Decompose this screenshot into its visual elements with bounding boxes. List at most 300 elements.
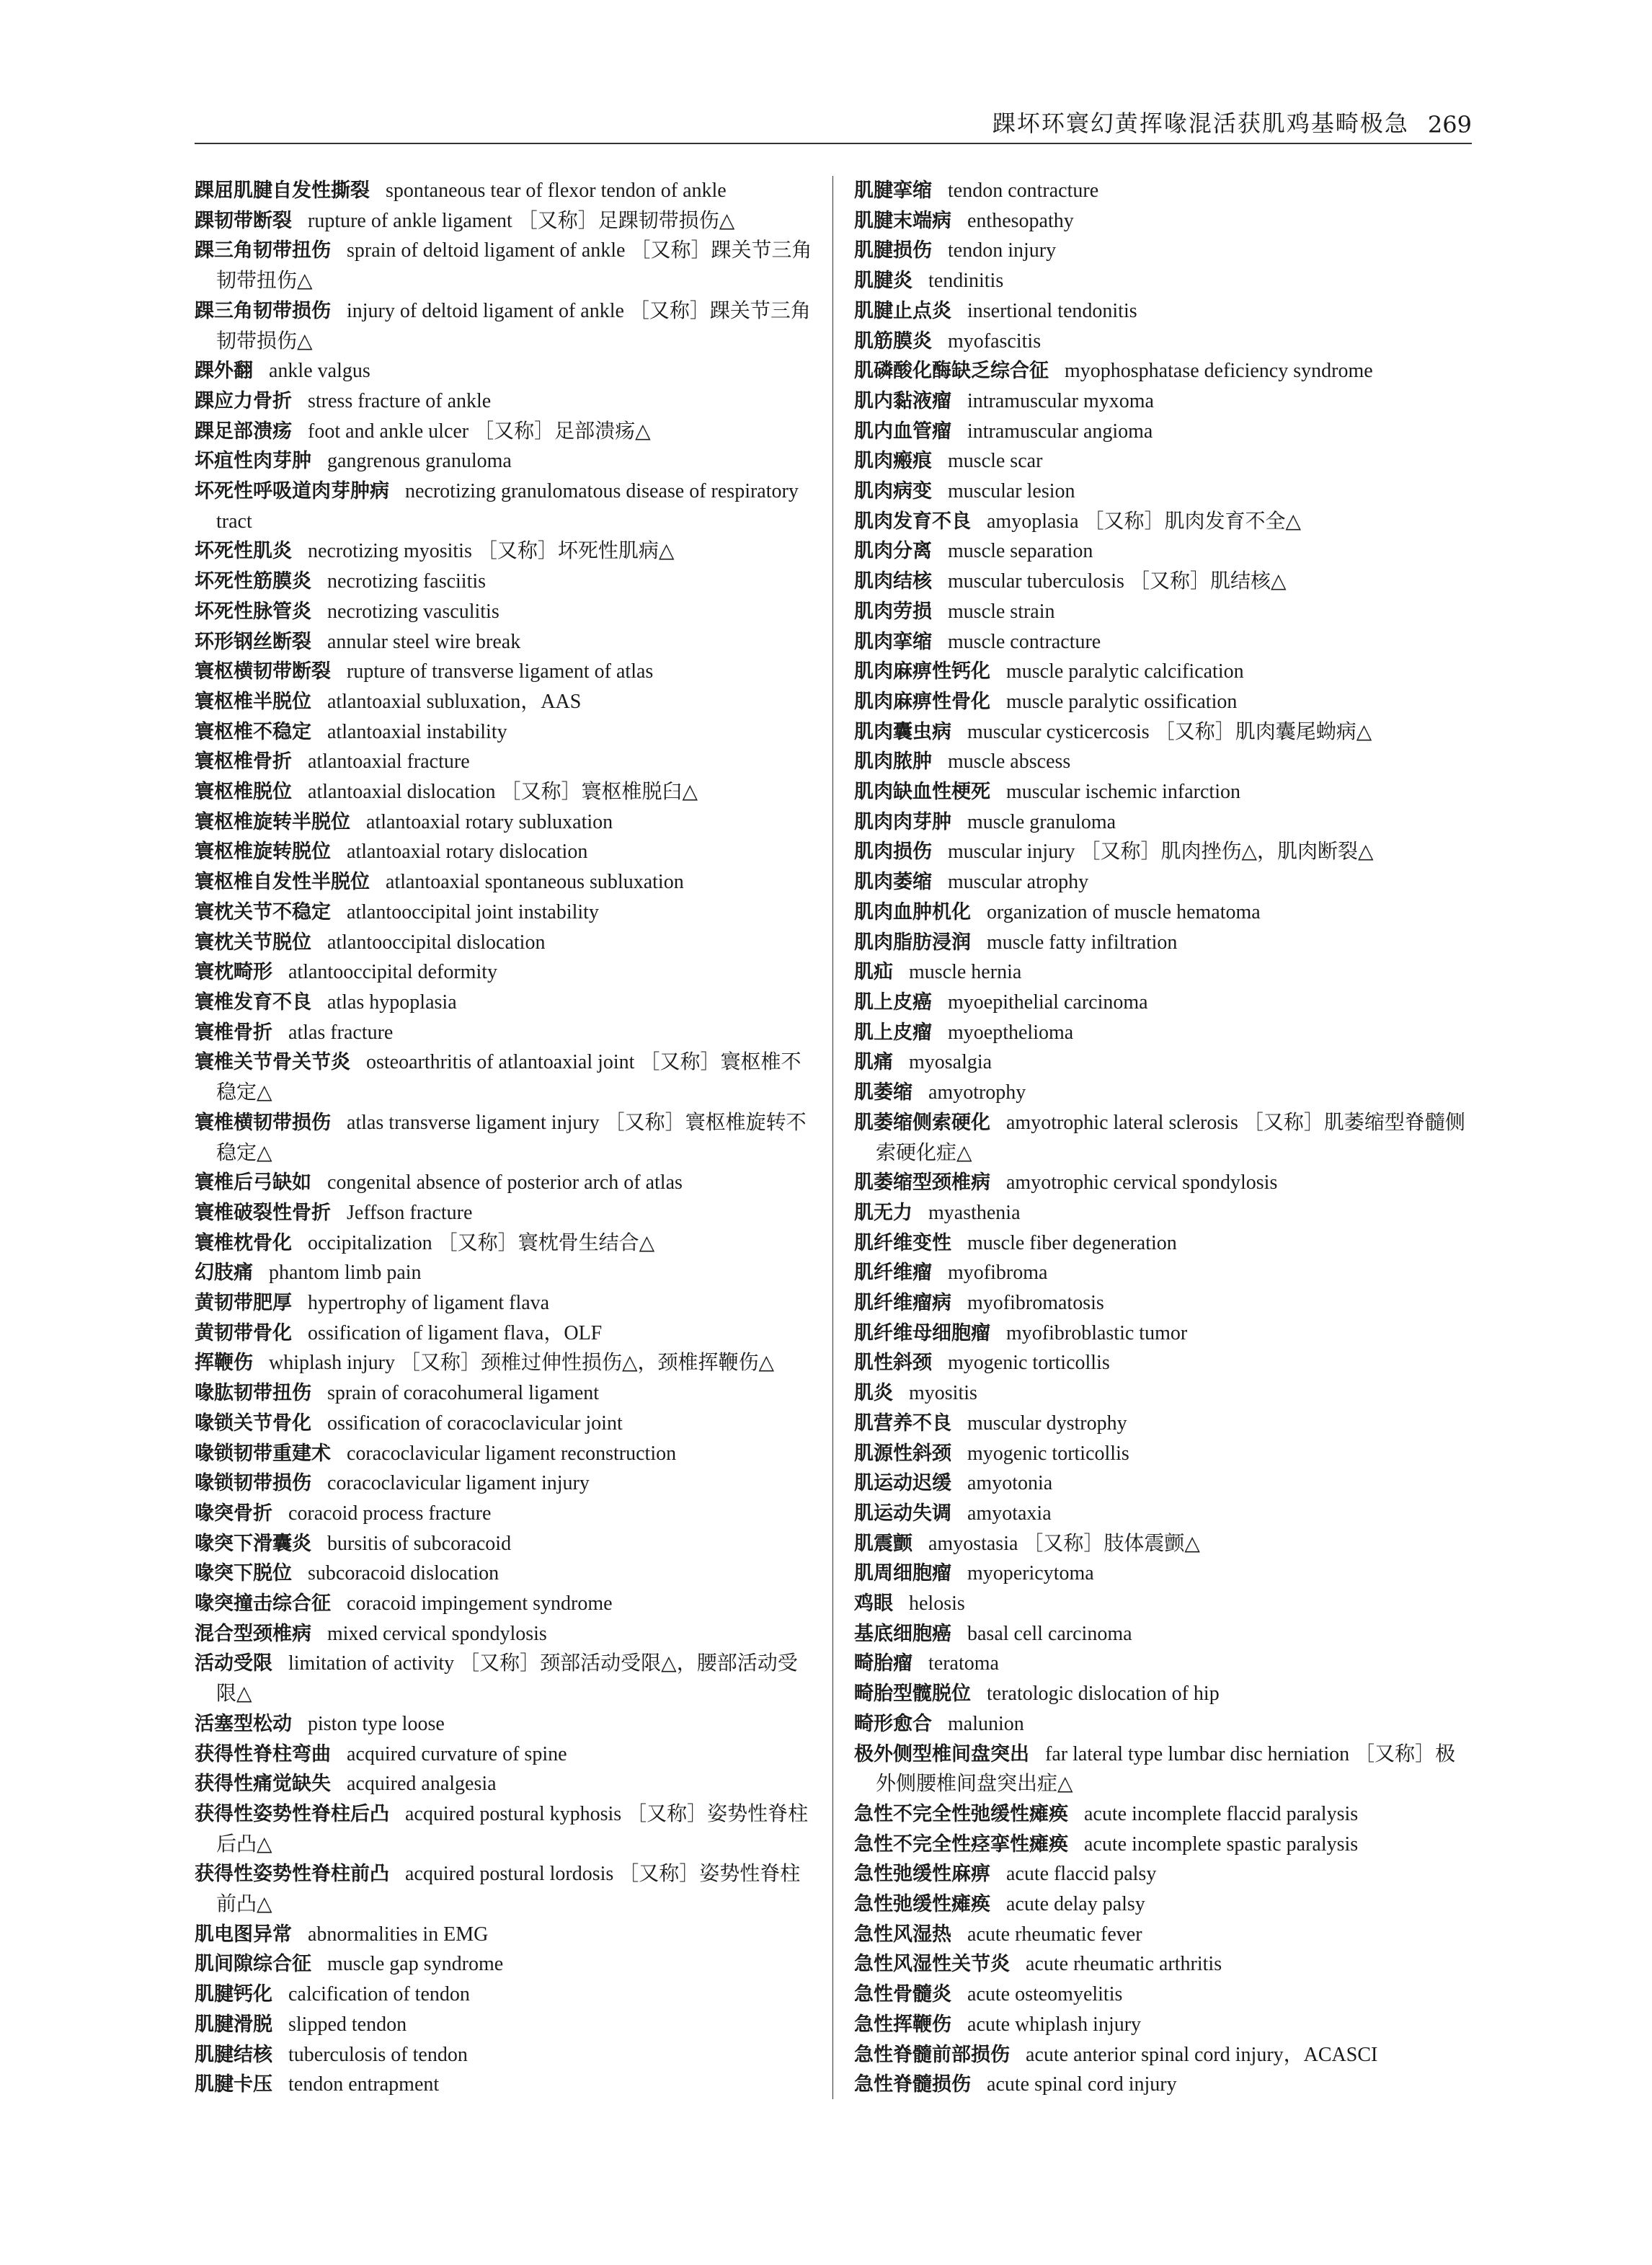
term-chinese: 肌腱止点炎 bbox=[854, 299, 951, 322]
term-english: atlantooccipital joint instability bbox=[347, 900, 599, 923]
glossary-entry bbox=[195, 1529, 814, 1559]
term-english: Jeffson fracture bbox=[347, 1201, 473, 1224]
term-english: sprain of deltoid ligament of ankle ［又称］踝关节三角韧带扭伤△ bbox=[216, 239, 812, 293]
glossary-entry bbox=[854, 1168, 1474, 1198]
term-english: coracoclavicular ligament reconstruction bbox=[347, 1442, 677, 1465]
term-english: muscle paralytic ossification bbox=[1006, 690, 1238, 713]
term-english: myoepithelial carcinoma bbox=[948, 990, 1148, 1014]
glossary-entry bbox=[195, 417, 814, 447]
glossary-entry bbox=[195, 386, 814, 417]
term-chinese: 肌肉挛缩 bbox=[854, 630, 932, 653]
glossary-entry bbox=[195, 1949, 814, 1980]
term-chinese: 踝三角韧带损伤 bbox=[195, 299, 331, 322]
term-english: muscular ischemic infarction bbox=[1006, 781, 1240, 804]
term-chinese: 肌腱滑脱 bbox=[195, 2013, 272, 2036]
term-english: tendon contracture bbox=[948, 179, 1099, 202]
glossary-entry bbox=[854, 1889, 1474, 1920]
term-english: atlantoaxial rotary subluxation bbox=[366, 810, 613, 833]
term-chinese: 肌纤维变性 bbox=[854, 1231, 951, 1254]
glossary-entry bbox=[854, 597, 1474, 627]
term-chinese: 寰椎枕骨化 bbox=[195, 1231, 292, 1254]
glossary-entry bbox=[854, 296, 1474, 327]
term-english: muscle gap syndrome bbox=[327, 1953, 504, 1976]
term-english: muscle hernia bbox=[909, 961, 1022, 984]
term-english: amyotrophic lateral sclerosis ［又称］肌萎缩型脊髓侧索硬化症△ bbox=[876, 1111, 1465, 1164]
term-english: atlantooccipital deformity bbox=[288, 961, 498, 984]
term-english: muscle contracture bbox=[948, 630, 1101, 653]
term-english: muscle scar bbox=[948, 450, 1043, 473]
term-chinese: 坏死性脉管炎 bbox=[195, 600, 311, 623]
left-column bbox=[195, 176, 814, 2100]
term-chinese: 肌源性斜颈 bbox=[854, 1442, 951, 1465]
term-english: hypertrophy of ligament flava bbox=[308, 1292, 550, 1315]
term-chinese: 肌性斜颈 bbox=[854, 1352, 932, 1375]
term-chinese: 急性风湿热 bbox=[854, 1923, 951, 1946]
term-english: acquired curvature of spine bbox=[347, 1742, 567, 1765]
glossary-entry bbox=[195, 477, 814, 536]
term-chinese: 肌无力 bbox=[854, 1201, 912, 1224]
term-english: ankle valgus bbox=[269, 360, 370, 383]
term-english: amyotrophic cervical spondylosis bbox=[1006, 1171, 1278, 1194]
term-chinese: 肌肉病变 bbox=[854, 480, 932, 503]
glossary-entry bbox=[854, 507, 1474, 537]
term-english: gangrenous granuloma bbox=[327, 450, 512, 473]
glossary-entry bbox=[195, 1709, 814, 1739]
glossary-entry bbox=[195, 296, 814, 356]
term-english: acute flaccid palsy bbox=[1006, 1863, 1157, 1886]
term-chinese: 肌炎 bbox=[854, 1382, 893, 1405]
term-english: stress fracture of ankle bbox=[308, 389, 492, 412]
glossary-entry bbox=[195, 988, 814, 1018]
glossary-entry bbox=[195, 1980, 814, 2010]
term-english: muscle fiber degeneration bbox=[967, 1231, 1177, 1254]
glossary-entry bbox=[854, 837, 1474, 867]
glossary-entry bbox=[854, 928, 1474, 958]
glossary-entry bbox=[195, 1047, 814, 1107]
term-english: acute anterior spinal cord injury，ACASCI bbox=[1026, 2043, 1378, 2066]
term-english: acute delay palsy bbox=[1006, 1893, 1145, 1916]
glossary-entry bbox=[854, 1649, 1474, 1679]
term-english: bursitis of subcoracoid bbox=[327, 1532, 512, 1555]
term-english: helosis bbox=[909, 1592, 965, 1615]
glossary-entry bbox=[195, 176, 814, 206]
term-chinese: 获得性痛觉缺失 bbox=[195, 1773, 331, 1796]
term-english: occipitalization ［又称］寰枕骨生结合△ bbox=[308, 1231, 655, 1254]
term-english: organization of muscle hematoma bbox=[987, 900, 1261, 923]
term-chinese: 急性脊髓前部损伤 bbox=[854, 2043, 1010, 2066]
glossary-entry bbox=[854, 1439, 1474, 1469]
term-english: muscular injury ［又称］肌肉挫伤△，肌肉断裂△ bbox=[948, 841, 1374, 864]
term-english: rupture of transverse ligament of atlas bbox=[347, 660, 654, 683]
term-english: myoepthelioma bbox=[948, 1021, 1074, 1044]
term-chinese: 极外侧型椎间盘突出 bbox=[854, 1742, 1029, 1765]
glossary-entry bbox=[854, 687, 1474, 717]
glossary-entry bbox=[195, 1348, 814, 1378]
term-chinese: 坏疽性肉芽肿 bbox=[195, 450, 311, 473]
glossary-entry bbox=[854, 1468, 1474, 1499]
glossary-entry bbox=[195, 777, 814, 807]
glossary-entry bbox=[854, 1078, 1474, 1108]
term-english: tendinitis bbox=[928, 270, 1004, 293]
term-chinese: 肌腱卡压 bbox=[195, 2073, 272, 2096]
glossary-entry bbox=[854, 897, 1474, 928]
term-english: myopericytoma bbox=[967, 1562, 1094, 1585]
glossary-entry bbox=[195, 446, 814, 477]
term-chinese: 肌腱损伤 bbox=[854, 239, 932, 262]
term-chinese: 获得性姿势性脊柱后凸 bbox=[195, 1802, 389, 1825]
term-english: calcification of tendon bbox=[288, 1983, 470, 2006]
glossary-entry bbox=[854, 717, 1474, 748]
term-english: muscular cysticercosis ［又称］肌肉囊尾蚴病△ bbox=[967, 720, 1372, 743]
term-chinese: 混合型颈椎病 bbox=[195, 1622, 311, 1645]
term-chinese: 寰枢椎旋转半脱位 bbox=[195, 810, 350, 833]
glossary-entry bbox=[195, 236, 814, 296]
term-english: acute incomplete spastic paralysis bbox=[1084, 1832, 1359, 1856]
term-chinese: 环形钢丝断裂 bbox=[195, 630, 311, 653]
term-english: muscle fatty infiltration bbox=[987, 931, 1178, 954]
glossary-entry bbox=[854, 236, 1474, 266]
term-chinese: 坏死性呼吸道肉芽肿病 bbox=[195, 480, 389, 503]
term-chinese: 急性不完全性弛缓性瘫痪 bbox=[854, 1802, 1068, 1825]
term-chinese: 肌运动失调 bbox=[854, 1502, 951, 1525]
term-chinese: 肌纤维瘤 bbox=[854, 1262, 932, 1285]
glossary-entry bbox=[854, 266, 1474, 296]
glossary-entry bbox=[195, 717, 814, 748]
glossary-entry bbox=[195, 1649, 814, 1708]
term-english: annular steel wire break bbox=[327, 630, 521, 653]
term-chinese: 寰枕畸形 bbox=[195, 961, 272, 984]
glossary-entry bbox=[854, 1018, 1474, 1048]
term-english: amyotonia bbox=[967, 1472, 1053, 1495]
glossary-entry bbox=[854, 1047, 1474, 1078]
term-english: coracoid impingement syndrome bbox=[347, 1592, 613, 1615]
term-chinese: 肌肉萎缩 bbox=[854, 871, 932, 894]
term-english: ossification of ligament flava，OLF bbox=[308, 1321, 603, 1344]
glossary-entry bbox=[195, 1468, 814, 1499]
page-number: 269 bbox=[1427, 111, 1472, 138]
glossary-entry bbox=[854, 1499, 1474, 1529]
term-english: amyotrophy bbox=[928, 1081, 1026, 1104]
term-english: acute rheumatic fever bbox=[967, 1923, 1142, 1946]
term-chinese: 寰椎关节骨关节炎 bbox=[195, 1051, 350, 1074]
glossary-entry bbox=[854, 1949, 1474, 1980]
term-chinese: 鸡眼 bbox=[854, 1592, 893, 1615]
term-chinese: 踝三角韧带扭伤 bbox=[195, 239, 331, 262]
term-chinese: 急性脊髓损伤 bbox=[854, 2073, 971, 2096]
glossary-entry bbox=[195, 1258, 814, 1288]
glossary-entry bbox=[195, 1920, 814, 1950]
term-chinese: 肌腱钙化 bbox=[195, 1983, 272, 2006]
term-chinese: 寰椎骨折 bbox=[195, 1021, 272, 1044]
term-chinese: 肌肉脓肿 bbox=[854, 750, 932, 774]
glossary-entry bbox=[854, 417, 1474, 447]
term-english: amyoplasia ［又称］肌肉发育不全△ bbox=[987, 510, 1302, 533]
column-divider bbox=[832, 176, 833, 2099]
glossary-entry bbox=[195, 1288, 814, 1318]
term-english: muscular dystrophy bbox=[967, 1411, 1127, 1435]
term-chinese: 肌磷酸化酶缺乏综合征 bbox=[854, 360, 1049, 383]
term-english: congenital absence of posterior arch of atlas bbox=[327, 1171, 683, 1194]
term-english: coracoclavicular ligament injury bbox=[327, 1472, 590, 1495]
term-chinese: 踝足部溃疡 bbox=[195, 420, 292, 443]
glossary-entry bbox=[195, 627, 814, 657]
glossary-entry bbox=[854, 1859, 1474, 1889]
term-chinese: 畸形愈合 bbox=[854, 1712, 932, 1735]
term-english: muscle separation bbox=[948, 540, 1093, 563]
term-english: atlantoaxial instability bbox=[327, 720, 507, 743]
glossary-entry bbox=[195, 1769, 814, 1799]
term-chinese: 基底细胞癌 bbox=[854, 1622, 951, 1645]
term-english: teratoma bbox=[928, 1652, 999, 1675]
term-english: tuberculosis of tendon bbox=[288, 2043, 468, 2066]
glossary-entry bbox=[854, 1228, 1474, 1259]
glossary-entry bbox=[195, 867, 814, 897]
term-english: acquired postural lordosis ［又称］姿势性脊柱前凸△ bbox=[216, 1863, 801, 1916]
glossary-entry bbox=[195, 2040, 814, 2070]
term-chinese: 肌肉发育不良 bbox=[854, 510, 971, 533]
term-chinese: 踝应力骨折 bbox=[195, 389, 292, 412]
glossary-entry bbox=[854, 536, 1474, 567]
term-chinese: 寰枢横韧带断裂 bbox=[195, 660, 331, 683]
term-chinese: 肌肉麻痹性钙化 bbox=[854, 660, 990, 683]
term-chinese: 肌肉血肿机化 bbox=[854, 900, 971, 923]
glossary-entry bbox=[195, 1409, 814, 1439]
glossary-entry bbox=[195, 1499, 814, 1529]
term-chinese: 喙突骨折 bbox=[195, 1502, 272, 1525]
term-chinese: 喙突下脱位 bbox=[195, 1562, 292, 1585]
glossary-entry bbox=[854, 1679, 1474, 1709]
glossary-entry bbox=[195, 1228, 814, 1259]
term-english: rupture of ankle ligament ［又称］足踝韧带损伤△ bbox=[308, 209, 735, 232]
term-chinese: 活塞型松动 bbox=[195, 1712, 292, 1735]
term-english: acute whiplash injury bbox=[967, 2013, 1142, 2036]
term-chinese: 寰枕关节不稳定 bbox=[195, 900, 331, 923]
term-chinese: 寰枢椎旋转脱位 bbox=[195, 841, 331, 864]
glossary-entry bbox=[854, 1378, 1474, 1409]
term-chinese: 坏死性肌炎 bbox=[195, 540, 292, 563]
glossary-entry bbox=[854, 327, 1474, 357]
glossary-entry bbox=[854, 1288, 1474, 1318]
term-english: injury of deltoid ligament of ankle ［又称］踝关节三角韧带损伤△ bbox=[216, 299, 811, 353]
glossary-entry bbox=[195, 837, 814, 867]
term-english: necrotizing fasciitis bbox=[327, 570, 487, 593]
glossary-entry bbox=[195, 536, 814, 567]
term-chinese: 急性弛缓性麻痹 bbox=[854, 1863, 990, 1886]
glossary-entry bbox=[195, 2070, 814, 2100]
glossary-entry bbox=[854, 777, 1474, 807]
term-english: phantom limb pain bbox=[269, 1262, 422, 1285]
glossary-entry bbox=[854, 1258, 1474, 1288]
term-english: insertional tendonitis bbox=[967, 299, 1137, 322]
glossary-entry bbox=[854, 2010, 1474, 2040]
term-english: atlantoaxial dislocation ［又称］寰枢椎脱臼△ bbox=[308, 781, 698, 804]
term-chinese: 活动受限 bbox=[195, 1652, 272, 1675]
term-english: muscle granuloma bbox=[967, 810, 1116, 833]
glossary-entry bbox=[195, 597, 814, 627]
term-chinese: 寰椎发育不良 bbox=[195, 990, 311, 1014]
term-english: coracoid process fracture bbox=[288, 1502, 492, 1525]
glossary-entry bbox=[195, 957, 814, 988]
glossary-entry bbox=[195, 657, 814, 687]
term-english: malunion bbox=[948, 1712, 1024, 1735]
glossary-entry bbox=[195, 1318, 814, 1349]
term-chinese: 寰枢椎自发性半脱位 bbox=[195, 871, 370, 894]
term-english: acute incomplete flaccid paralysis bbox=[1084, 1802, 1359, 1825]
term-chinese: 挥鞭伤 bbox=[195, 1352, 253, 1375]
glossary-entry bbox=[854, 176, 1474, 206]
term-chinese: 肌腱结核 bbox=[195, 2043, 272, 2066]
glossary-entry bbox=[195, 1439, 814, 1469]
term-english: atlantoaxial fracture bbox=[308, 750, 470, 774]
term-chinese: 肌内黏液瘤 bbox=[854, 389, 951, 412]
term-chinese: 寰椎横韧带损伤 bbox=[195, 1111, 331, 1134]
term-chinese: 畸胎瘤 bbox=[854, 1652, 912, 1675]
running-head: 踝坏环寰幻黄挥喙混活获肌鸡基畸极急 bbox=[992, 110, 1409, 137]
term-chinese: 黄韧带骨化 bbox=[195, 1321, 292, 1344]
term-english: atlantooccipital dislocation bbox=[327, 931, 546, 954]
term-chinese: 急性骨髓炎 bbox=[854, 1983, 951, 2006]
term-chinese: 寰枢椎半脱位 bbox=[195, 690, 311, 713]
term-chinese: 肌纤维瘤病 bbox=[854, 1292, 951, 1315]
term-english: acute spinal cord injury bbox=[987, 2073, 1177, 2096]
glossary-entry bbox=[195, 897, 814, 928]
term-chinese: 喙肱韧带扭伤 bbox=[195, 1382, 311, 1405]
term-chinese: 肌肉损伤 bbox=[854, 841, 932, 864]
term-english: sprain of coracohumeral ligament bbox=[327, 1382, 600, 1405]
glossary-entry bbox=[195, 928, 814, 958]
term-chinese: 喙锁关节骨化 bbox=[195, 1411, 311, 1435]
glossary-entry bbox=[854, 1830, 1474, 1860]
glossary-entry bbox=[854, 1799, 1474, 1830]
glossary-entry bbox=[195, 1799, 814, 1859]
term-english: amyostasia ［又称］肢体震颤△ bbox=[928, 1532, 1200, 1555]
term-english: muscular atrophy bbox=[948, 871, 1089, 894]
term-chinese: 肌腱末端病 bbox=[854, 209, 951, 232]
glossary-entry bbox=[854, 957, 1474, 988]
term-english: subcoracoid dislocation bbox=[308, 1562, 499, 1585]
glossary-entry bbox=[854, 807, 1474, 838]
glossary-entry bbox=[854, 1348, 1474, 1378]
glossary-entry bbox=[195, 807, 814, 838]
term-english: atlantoaxial rotary dislocation bbox=[347, 841, 588, 864]
glossary-entry bbox=[854, 1709, 1474, 1739]
glossary-entry bbox=[854, 386, 1474, 417]
term-chinese: 获得性脊柱弯曲 bbox=[195, 1742, 331, 1765]
term-english: intramuscular angioma bbox=[967, 420, 1153, 443]
term-english: muscle paralytic calcification bbox=[1006, 660, 1244, 683]
term-chinese: 肌运动迟缓 bbox=[854, 1472, 951, 1495]
term-chinese: 肌腱挛缩 bbox=[854, 179, 932, 202]
term-chinese: 肌上皮癌 bbox=[854, 990, 932, 1014]
term-english: myofibromatosis bbox=[967, 1292, 1104, 1315]
term-english: atlas hypoplasia bbox=[327, 990, 457, 1014]
term-english: myofibroblastic tumor bbox=[1006, 1321, 1188, 1344]
term-chinese: 急性不完全性痉挛性瘫痪 bbox=[854, 1832, 1068, 1856]
term-chinese: 寰椎后弓缺如 bbox=[195, 1171, 311, 1194]
term-chinese: 急性挥鞭伤 bbox=[854, 2013, 951, 2036]
term-chinese: 喙锁韧带重建术 bbox=[195, 1442, 331, 1465]
term-chinese: 肌肉结核 bbox=[854, 570, 932, 593]
term-chinese: 喙突下滑囊炎 bbox=[195, 1532, 311, 1555]
term-chinese: 肌上皮瘤 bbox=[854, 1021, 932, 1044]
term-english: acute rheumatic arthritis bbox=[1026, 1953, 1222, 1976]
term-chinese: 肌腱炎 bbox=[854, 270, 912, 293]
term-english: slipped tendon bbox=[288, 2013, 407, 2036]
term-english: teratologic dislocation of hip bbox=[987, 1683, 1220, 1706]
glossary-entry bbox=[854, 747, 1474, 777]
term-english: foot and ankle ulcer ［又称］足部溃疡△ bbox=[308, 420, 651, 443]
term-chinese: 肌筋膜炎 bbox=[854, 329, 932, 353]
term-chinese: 喙锁韧带损伤 bbox=[195, 1472, 311, 1495]
glossary-entry bbox=[854, 477, 1474, 507]
term-chinese: 畸胎型髋脱位 bbox=[854, 1683, 971, 1706]
term-chinese: 肌肉肉芽肿 bbox=[854, 810, 951, 833]
term-chinese: 寰枢椎骨折 bbox=[195, 750, 292, 774]
glossary-entry bbox=[854, 1108, 1474, 1168]
term-english: far lateral type lumbar disc herniation ［又称］极外侧腰椎间盘突出症△ bbox=[876, 1742, 1456, 1796]
term-english: tendon entrapment bbox=[288, 2073, 440, 2096]
glossary-entry bbox=[854, 446, 1474, 477]
term-english: muscular tuberculosis ［又称］肌结核△ bbox=[948, 570, 1287, 593]
term-english: myogenic torticollis bbox=[948, 1352, 1110, 1375]
term-english: ossification of coracoclavicular joint bbox=[327, 1411, 623, 1435]
term-english: myofascitis bbox=[948, 329, 1042, 353]
term-chinese: 肌间隙综合征 bbox=[195, 1953, 311, 1976]
term-english: muscular lesion bbox=[948, 480, 1075, 503]
term-chinese: 肌周细胞瘤 bbox=[854, 1562, 951, 1585]
term-english: spontaneous tear of flexor tendon of ankle bbox=[386, 179, 727, 202]
term-chinese: 肌肉瘢痕 bbox=[854, 450, 932, 473]
glossary-entry bbox=[854, 1589, 1474, 1619]
term-chinese: 肌肉囊虫病 bbox=[854, 720, 951, 743]
page-header bbox=[195, 94, 1472, 144]
glossary-entry bbox=[854, 1739, 1474, 1799]
term-chinese: 急性风湿性关节炎 bbox=[854, 1953, 1010, 1976]
term-english: osteoarthritis of atlantoaxial joint ［又称］寰枢椎不稳定△ bbox=[216, 1051, 801, 1104]
glossary-entry bbox=[195, 687, 814, 717]
term-english: myophosphatase deficiency syndrome bbox=[1065, 360, 1373, 383]
glossary-entry bbox=[195, 567, 814, 597]
glossary-entry bbox=[195, 1589, 814, 1619]
term-chinese: 肌营养不良 bbox=[854, 1411, 951, 1435]
term-english: mixed cervical spondylosis bbox=[327, 1622, 547, 1645]
glossary-entry bbox=[195, 747, 814, 777]
term-chinese: 肌痛 bbox=[854, 1051, 893, 1074]
right-column bbox=[854, 176, 1474, 2100]
term-chinese: 肌萎缩侧索硬化 bbox=[854, 1111, 990, 1134]
glossary-entry bbox=[195, 206, 814, 236]
glossary-entry bbox=[854, 1920, 1474, 1950]
glossary-entry bbox=[195, 1739, 814, 1770]
glossary-entry bbox=[854, 867, 1474, 897]
term-chinese: 寰枕关节脱位 bbox=[195, 931, 311, 954]
term-english: atlas fracture bbox=[288, 1021, 394, 1044]
glossary-entry bbox=[854, 1559, 1474, 1589]
glossary-entry bbox=[854, 1409, 1474, 1439]
term-chinese: 获得性姿势性脊柱前凸 bbox=[195, 1863, 389, 1886]
term-english: myositis bbox=[909, 1382, 977, 1405]
term-english: muscle abscess bbox=[948, 750, 1071, 774]
term-english: enthesopathy bbox=[967, 209, 1074, 232]
glossary-entry bbox=[195, 1859, 814, 1919]
glossary-entry bbox=[854, 1198, 1474, 1228]
glossary-entry bbox=[854, 2070, 1474, 2100]
term-english: myasthenia bbox=[928, 1201, 1021, 1224]
term-chinese: 踝屈肌腱自发性撕裂 bbox=[195, 179, 370, 202]
term-chinese: 肌肉脂肪浸润 bbox=[854, 931, 971, 954]
term-english: myofibroma bbox=[948, 1262, 1048, 1285]
glossary-entry bbox=[195, 1559, 814, 1589]
